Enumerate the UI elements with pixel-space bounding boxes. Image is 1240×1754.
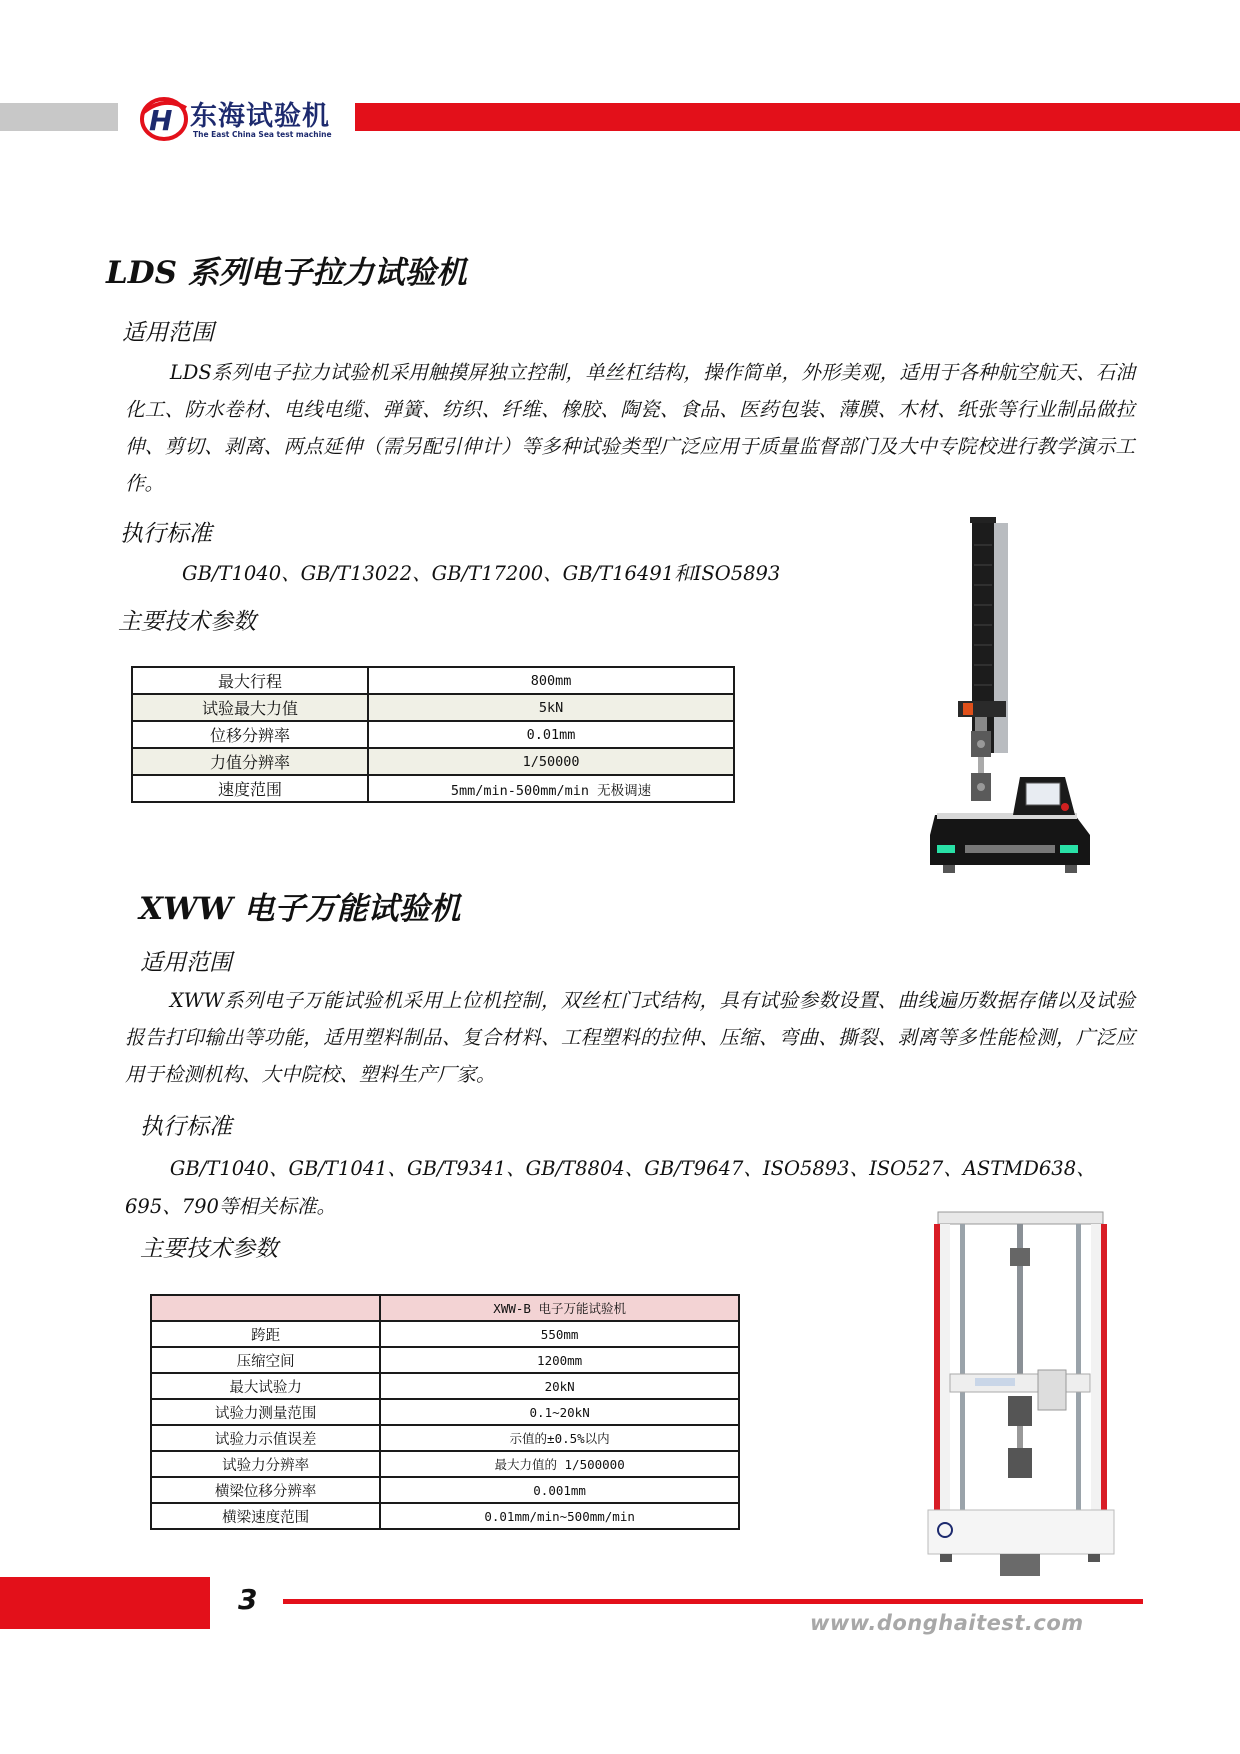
table-row — [151, 1399, 739, 1425]
section1-scope-heading: 适用范围 — [122, 320, 214, 346]
section2-params-heading: 主要技术参数 — [140, 1236, 278, 1262]
spec-value: 550mm — [380, 1321, 739, 1347]
section1-params-heading: 主要技术参数 — [118, 609, 256, 635]
website-url: www.donghaitest.com — [810, 1611, 1084, 1635]
brand-name-en: The East China Sea test machine — [193, 130, 332, 139]
table-header-empty — [151, 1295, 380, 1321]
spec-label: 试验力分辨率 — [151, 1451, 380, 1477]
spec-label: 最大行程 — [132, 667, 368, 694]
spec-value: 20kN — [380, 1373, 739, 1399]
lds-machine-image — [925, 515, 1100, 895]
spec-label: 试验最大力值 — [132, 694, 368, 721]
spec-label: 试验力示值误差 — [151, 1425, 380, 1451]
header-gray-bar — [0, 103, 118, 131]
xww-machine-image — [920, 1210, 1120, 1590]
table-row — [151, 1425, 739, 1451]
spec-label: 位移分辨率 — [132, 721, 368, 748]
spec-value: 0.01mm — [368, 721, 734, 748]
table-row — [151, 1451, 739, 1477]
spec-label: 横梁位移分辨率 — [151, 1477, 380, 1503]
spec-label: 横梁速度范围 — [151, 1503, 380, 1529]
spec-value: 800mm — [368, 667, 734, 694]
brand-name-cn: 东海试验机 — [190, 101, 330, 132]
spec-label: 试验力测量范围 — [151, 1399, 380, 1425]
spec-value: 示值的±0.5%以内 — [380, 1425, 739, 1451]
table-row — [151, 1373, 739, 1399]
table-row — [151, 1347, 739, 1373]
table-row — [132, 694, 734, 721]
table-row — [151, 1503, 739, 1529]
section2-standard-text: GB/T1040、GB/T1041、GB/T9341、GB/T8804、GB/T9647、ISO5893、ISO527、ASTMD638、695、790等相关标准。 — [125, 1157, 1096, 1218]
spec-value: 0.1~20kN — [380, 1399, 739, 1425]
section1-scope-text: LDS系列电子拉力试验机采用触摸屏独立控制，单丝杠结构，操作简单，外形美观，适用于各种航空航天、石油化工、防水卷材、电线电缆、弹簧、纺织、纤维、橡胶、陶瓷、食品、医药包装、薄膜、木材、纸张等行业制品做拉伸、剪切、剥离、两点延伸（需另配引伸计）等多种试验类型广泛应用于质量监督部门及大中专院校进行教学演示工作。 — [125, 361, 1135, 495]
spec-value: 1/50000 — [368, 748, 734, 775]
spec-label: 速度范围 — [132, 775, 368, 802]
spec-value: 0.001mm — [380, 1477, 739, 1503]
xww-spec-table — [150, 1294, 740, 1530]
logo-mark-icon — [138, 92, 190, 144]
spec-label: 压缩空间 — [151, 1347, 380, 1373]
spec-value: 1200mm — [380, 1347, 739, 1373]
table-header-model: XWW-B 电子万能试验机 — [380, 1295, 739, 1321]
spec-label: 最大试验力 — [151, 1373, 380, 1399]
svg-text:H: H — [149, 104, 173, 137]
table-row — [132, 748, 734, 775]
spec-value: 最大力值的 1/500000 — [380, 1451, 739, 1477]
table-row — [151, 1321, 739, 1347]
footer-red-line — [283, 1599, 1143, 1604]
spec-value: 5mm/min-500mm/min 无极调速 — [368, 775, 734, 802]
table-row — [132, 775, 734, 802]
section1-standard-text: GB/T1040、GB/T13022、GB/T17200、GB/T16491和ISO5893 — [182, 562, 781, 585]
section2-scope-text: XWW系列电子万能试验机采用上位机控制，双丝杠门式结构，具有试验参数设置、曲线遍历数据存储以及试验报告打印输出等功能，适用塑料制品、复合材料、工程塑料的拉伸、压缩、弯曲、撕裂、剥离等多性能检测，广泛应用于检测机构、大中院校、塑料生产厂家。 — [125, 989, 1135, 1086]
spec-value: 5kN — [368, 694, 734, 721]
page-number: 3 — [238, 1583, 258, 1616]
section2-title: XWW 电子万能试验机 — [139, 891, 461, 927]
spec-label: 力值分辨率 — [132, 748, 368, 775]
table-row — [132, 721, 734, 748]
section1-title: LDS 系列电子拉力试验机 — [106, 255, 467, 291]
spec-label: 跨距 — [151, 1321, 380, 1347]
section1-standard-heading: 执行标准 — [120, 521, 212, 547]
footer-red-block — [0, 1577, 210, 1629]
header-red-bar — [355, 103, 1240, 131]
table-header-row — [151, 1295, 739, 1321]
table-row — [132, 667, 734, 694]
section2-scope-heading: 适用范围 — [140, 950, 232, 976]
lds-spec-table — [131, 666, 735, 803]
brand-logo — [138, 92, 353, 144]
spec-value: 0.01mm/min~500mm/min — [380, 1503, 739, 1529]
section2-standard-heading: 执行标准 — [140, 1114, 232, 1140]
table-row — [151, 1477, 739, 1503]
